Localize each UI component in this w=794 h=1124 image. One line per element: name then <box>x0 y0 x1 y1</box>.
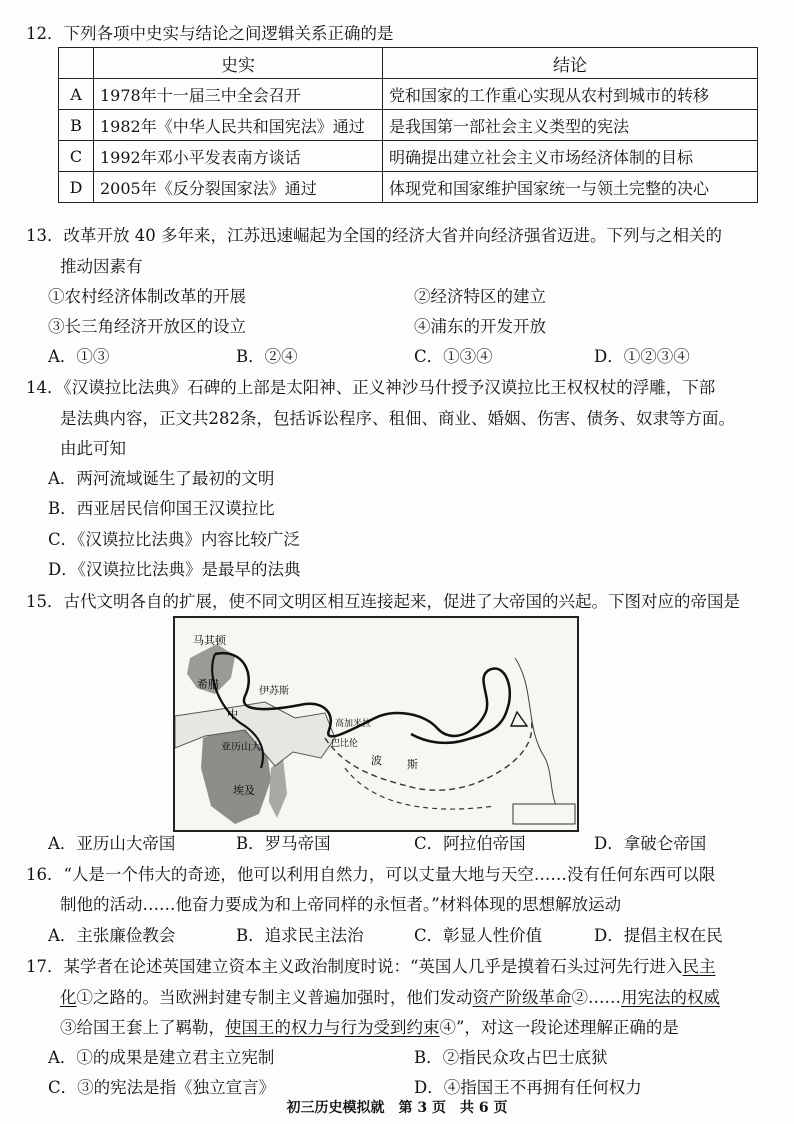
q14-option-b[interactable]: B．西亚居民信仰国王汉谟拉比 <box>48 499 275 518</box>
q16-stem-line2: 制他的活动……他奋力要成为和上帝同样的永恒者。”材料体现的思想解放运动 <box>60 895 622 914</box>
q16-option-d[interactable]: D．提倡主权在民 <box>594 926 723 945</box>
row-letter: B <box>59 110 94 141</box>
q13-stem-line2: 推动因素有 <box>60 257 143 276</box>
q17-stem-line2 <box>60 984 720 1008</box>
table-row <box>59 110 758 141</box>
map-label-alexandria: 亚历山大 <box>221 742 261 753</box>
q15-stem: 15．古代文明各自的扩展，使不同文明区相互连接起来，促进了大帝国的兴起。下图对应的帝国是 <box>26 592 740 611</box>
row-letter: D <box>59 172 94 203</box>
q14-option-c[interactable]: C．《汉谟拉比法典》内容比较广泛 <box>48 530 300 549</box>
q12-stem: 12．下列各项中史实与结论之间逻辑关系正确的是 <box>26 24 394 43</box>
q13-option-a[interactable]: A．①③ <box>48 347 110 366</box>
q17-l3-underline: 使国王的权力与行为受到约束 <box>225 1018 440 1037</box>
q16-option-a[interactable]: A．主张廉俭教会 <box>48 926 176 945</box>
row-conclusion: 明确提出建立社会主义市场经济体制的目标 <box>383 141 758 172</box>
row-letter: C <box>59 141 94 172</box>
q14-stem-line1: 14．《汉谟拉比法典》石碑的上部是太阳神、正义神沙马什授予汉谟拉比王权权杖的浮雕，下部 <box>26 378 716 397</box>
map-label-central: 中 <box>227 708 238 721</box>
q13-item-3: ③长三角经济开放区的设立 <box>48 317 246 336</box>
q17-stem-line1 <box>26 953 715 977</box>
map-label-egypt: 埃及 <box>233 784 255 797</box>
q17-option-a[interactable]: A．①的成果是建立君主立宪制 <box>48 1048 275 1067</box>
q17-l2-text-a: ①之路的。当欧洲封建专制主义普遍加强时，他们发动 <box>76 988 473 1007</box>
q17-stem-line3 <box>60 1014 679 1038</box>
q17-l2-text-b: ②…… <box>571 988 621 1007</box>
row-conclusion: 体现党和国家维护国家统一与领土完整的决心 <box>383 172 758 203</box>
q12-header-blank <box>59 48 94 79</box>
q14-option-d[interactable]: D．《汉谟拉比法典》是最早的法典 <box>48 560 301 579</box>
q13-option-c[interactable]: C．①③④ <box>414 347 493 366</box>
q13-stem-line1: 13．改革开放 40 多年来，江苏迅速崛起为全国的经济大省并向经济强省迈进。下列与之相关的 <box>26 226 722 245</box>
q15-option-b[interactable]: B．罗马帝国 <box>236 834 331 853</box>
q17-option-b[interactable]: B．②指民众攻占巴士底狱 <box>414 1048 608 1067</box>
map-label-persia-1: 波 <box>371 754 382 767</box>
q14-option-a[interactable]: A．两河流域诞生了最初的文明 <box>48 469 275 488</box>
q17-option-c[interactable]: C．③的宪法是指《独立宣言》 <box>48 1078 276 1097</box>
q15-option-c[interactable]: C．阿拉伯帝国 <box>414 834 526 853</box>
map-label-persia-2: 斯 <box>407 758 418 771</box>
table-row <box>59 141 758 172</box>
map-label-gaugamela: 高加米拉 <box>335 719 372 729</box>
q12-header-conclusion: 结论 <box>383 48 758 79</box>
q17-l1-underline: 民主 <box>682 957 716 976</box>
q14-stem-line3: 由此可知 <box>60 439 126 458</box>
row-fact: 1978年十一届三中全会召开 <box>94 79 383 110</box>
q13-item-1: ①农村经济体制改革的开展 <box>48 287 246 306</box>
row-conclusion: 党和国家的工作重心实现从农村到城市的转移 <box>383 79 758 110</box>
q16-option-c[interactable]: C．彰显人性价值 <box>414 926 543 945</box>
q17-l2-underline-3: 用宪法的权威 <box>621 988 720 1007</box>
row-conclusion: 是我国第一部社会主义类型的宪法 <box>383 110 758 141</box>
q13-item-2: ②经济特区的建立 <box>414 287 546 306</box>
row-fact: 2005年《反分裂国家法》通过 <box>94 172 383 203</box>
q17-l3-text-a: ③给国王套上了羁勒， <box>60 1018 225 1037</box>
q13-item-4: ④浦东的开发开放 <box>414 317 546 336</box>
page-footer: 初三历史模拟就 第 3 页 共 6 页 <box>286 1100 508 1116</box>
row-fact: 1992年邓小平发表南方谈话 <box>94 141 383 172</box>
table-row <box>59 79 758 110</box>
map-label-macedonia: 马其顿 <box>193 634 226 647</box>
q16-option-b[interactable]: B．追求民主法治 <box>236 926 364 945</box>
q14-stem-line2: 是法典内容，正文共282条，包括诉讼程序、租佃、商业、婚姻、伤害、债务、奴隶等方面。 <box>60 409 735 428</box>
map-label-issus: 伊苏斯 <box>259 686 289 697</box>
q12-header-fact: 史实 <box>94 48 383 79</box>
q13-option-d[interactable]: D．①②③④ <box>594 347 690 366</box>
map-label-babylon: 巴比伦 <box>331 739 359 749</box>
map-image <box>175 618 577 830</box>
q17-l1-text: 17．某学者在论述英国建立资本主义政治制度时说：“英国人几乎是摸着石头过河先行进入 <box>26 957 683 976</box>
q15-option-a[interactable]: A．亚历山大帝国 <box>48 834 176 853</box>
q12-table <box>58 47 758 203</box>
map-label-greece: 希腊 <box>197 678 219 691</box>
q17-option-d[interactable]: D．④指国王不再拥有任何权力 <box>414 1078 642 1097</box>
q16-stem-line1: 16．“人是一个伟大的奇迹，他可以利用自然力，可以丈量大地与天空……没有任何东西可以限 <box>26 865 716 884</box>
q17-l3-text-b: ④”，对这一段论述理解正确的是 <box>439 1018 679 1037</box>
row-fact: 1982年《中华人民共和国宪法》通过 <box>94 110 383 141</box>
q17-l2-underline-1: 化 <box>60 988 77 1007</box>
row-letter: A <box>59 79 94 110</box>
conquest-map <box>173 616 579 832</box>
table-row <box>59 172 758 203</box>
q17-l2-underline-2: 资产阶级革命 <box>472 988 572 1007</box>
q15-option-d[interactable]: D．拿破仑帝国 <box>594 834 707 853</box>
q13-option-b[interactable]: B．②④ <box>236 347 298 366</box>
